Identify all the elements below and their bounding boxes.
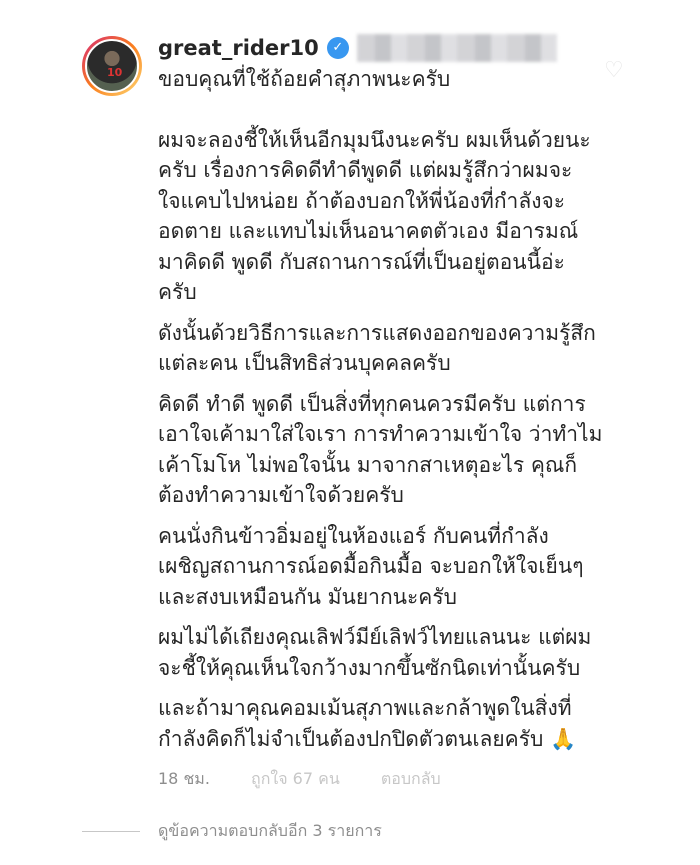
comment-line: คนนั่งกินข้าวอิ่มอยู่ในห้องแอร์ กับคนที่กำลัง [158, 523, 549, 548]
comment-first-line: ขอบคุณที่ใช้ถ้อยคำสุภาพนะครับ [158, 67, 451, 91]
comment-line: มาคิดดี พูดดี กับสถานการณ์ที่เป็นอยู่ตอนนี้อ่ะ [158, 249, 565, 274]
comment-line: แต่ละคน เป็นสิทธิส่วนบุคคลครับ [158, 351, 451, 375]
comment-line: ใจแคบไปหน่อย ถ้าต้องบอกให้พี่น้องที่กำลังจะ [158, 188, 566, 213]
username-link[interactable]: great_rider10 [158, 36, 319, 60]
comment-line: ผมไม่ได้เถียงคุณเลิฟว์มีย์เลิฟว์ไทยแลนนะ แต่ผม [158, 625, 592, 649]
view-replies-row [158, 820, 688, 842]
comment-line: ต้องทำความเข้าใจด้วยครับ [158, 483, 404, 507]
comment-line: เอาใจเค้ามาใส่ใจเรา การทำความเข้าใจ ว่าทำไม [158, 422, 603, 446]
comment-line: ผมจะลองชี้ให้เห็นอีกมุมนึงนะครับ ผมเห็นด้วยนะ [158, 127, 591, 152]
avatar[interactable] [82, 36, 142, 96]
view-replies-button[interactable]: ดูข้อความตอบกลับอีก 3 รายการ [158, 821, 382, 840]
comment-line: จะชี้ให้คุณเห็นใจกว้างมากขึ้นซักนิดเท่านั้นครับ [158, 655, 581, 680]
comment-line: ครับ [158, 280, 197, 304]
avatar-photo [85, 39, 139, 93]
comment-footer [158, 768, 688, 790]
comment-line: กำลังคิดก็ไม่จำเป็นต้องปกปิดตัวตนเลยครับ 🙏 [158, 726, 577, 751]
blurred-mention [357, 34, 557, 62]
verified-badge-icon: ✓ [327, 37, 349, 59]
comment-line: คิดดี ทำดี พูดดี เป็นสิ่งที่ทุกคนควรมีครับ แต่การ [158, 391, 586, 416]
comment-line: และสงบเหมือนกัน มันยากนะครับ [158, 584, 457, 609]
comment-time: 18 ชม. [158, 769, 210, 788]
comment-line: เค้าโมโห ไม่พอใจนั้น มาจากสาเหตุอะไร คุณก็ [158, 452, 578, 477]
like-heart-icon[interactable]: ♡ [604, 58, 624, 83]
likes-count-link[interactable]: ถูกใจ 67 คน [251, 769, 340, 788]
comment-line: และถ้ามาคุณคอมเม้นสุภาพและกล้าพูดในสิ่งที่ [158, 696, 572, 720]
comment-header [158, 32, 688, 64]
comment [158, 32, 688, 842]
comment-line: ครับ เรื่องการคิดดีทำดีพูดดี แต่ผมรู้สึกว่าผมจะ [158, 158, 573, 182]
comment-line: อดตาย และแทบไม่เห็นอนาคตตัวเอง มีอารมณ์ [158, 219, 579, 243]
avatar-jersey-number: 10 [107, 66, 123, 79]
reply-button[interactable]: ตอบกลับ [380, 769, 441, 788]
comment-line: ดังนั้นด้วยวิธีการและการแสดงออกของความรู้สึก [158, 320, 596, 345]
replies-divider [82, 831, 140, 832]
comment-body [158, 64, 688, 754]
comment-line: เผชิญสถานการณ์อดมื้อกินมื้อ จะบอกให้ใจเย็นๆ [158, 554, 584, 578]
